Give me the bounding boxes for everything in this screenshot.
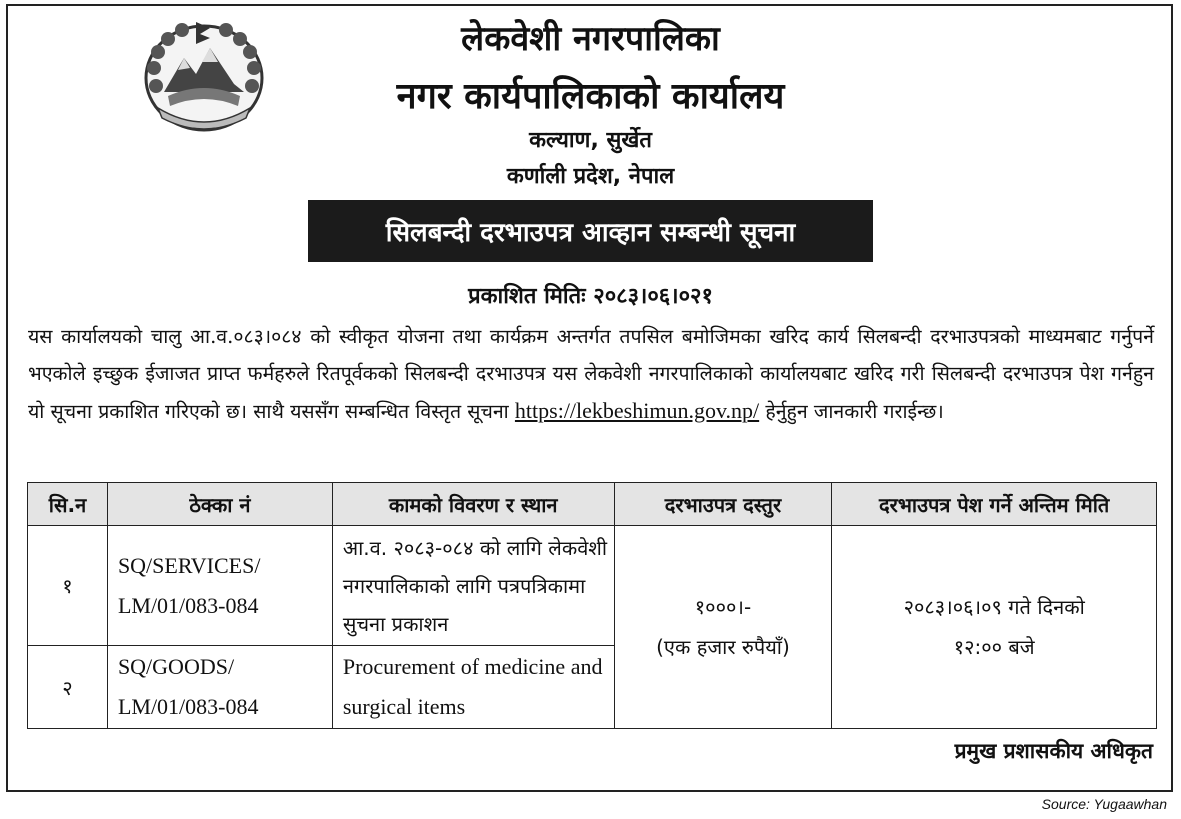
website-link[interactable]: https://lekbeshimun.gov.np/	[514, 398, 760, 423]
deadline-time: १२:०० बजे	[953, 635, 1035, 659]
row-contract-no: SQ/GOODS/ LM/01/083-084	[107, 646, 332, 729]
row-serial: १	[28, 526, 108, 646]
header-serial: सि.न	[28, 483, 108, 526]
fee-amount: १०००।-	[694, 595, 752, 619]
table-row	[28, 526, 1157, 646]
row-description: Procurement of medicine and surgical items	[332, 646, 614, 729]
notice-body-suffix: हेर्नुहुन जानकारी गराईन्छ।	[765, 400, 944, 423]
province-country: कर्णाली प्रदेश, नेपाल	[506, 164, 675, 189]
header-fee: दरभाउपत्र दस्तुर	[614, 483, 832, 526]
header-description: कामको विवरण र स्थान	[332, 483, 614, 526]
deadline-cell	[832, 526, 1157, 729]
office-name: नगर कार्यपालिकाको कार्यालय	[396, 76, 785, 117]
notice-title-banner	[308, 200, 873, 262]
fee-in-words: (एक हजार रुपैयाँ)	[656, 635, 790, 659]
tender-table	[27, 482, 1157, 729]
fee-cell	[614, 526, 832, 729]
source-credit: Source: Yugaawhan	[1041, 796, 1167, 812]
header-contract-no: ठेक्का नं	[107, 483, 332, 526]
row-description: आ.व. २०८३-०८४ को लागि लेकवेशी नगरपालिकाको लागि पत्रपत्रिकामा सुचना प्रकाशन	[332, 526, 614, 646]
notice-body-text: यस कार्यालयको चालु आ.व.०८३।०८४ को स्वीकृत योजना तथा कार्यक्रम अन्तर्गत तपसिल बमोजिमका खरिद कार्य सिलबन्दी दरभाउपत्रको माध्यमबाट गर्नुपर्ने भएकोले इच्छुक ईजाजत प्राप्त फर्महरुले रितपूर्वकको सिलबन्दी दरभाउपत्र यस लेकवेशी नगरपालिकाको कार्यालयबाट खरिद गरी सिलबन्दी दरभाउपत्र पेश गर्नहुन यो सूचना प्रकाशित गरिएको छ। साथै यससँग सम्बन्धित विस्तृत सूचना	[28, 325, 1154, 423]
signatory-title: प्रमुख प्रशासकीय अधिकृत	[954, 739, 1153, 763]
notice-body	[28, 318, 1154, 430]
published-date: प्रकाशित मितिः २०८३।०६।०२१	[468, 284, 713, 309]
municipality-name: लेकवेशी नगरपालिका	[461, 19, 720, 59]
deadline-date: २०८३।०६।०९ गते दिनको	[903, 595, 1085, 619]
row-serial: २	[28, 646, 108, 729]
notice-title: सिलबन्दी दरभाउपत्र आव्हान सम्बन्धी सूचना	[385, 218, 796, 248]
header-deadline: दरभाउपत्र पेश गर्ने अन्तिम मिति	[832, 483, 1157, 526]
office-location: कल्याण, सुर्खेत	[529, 128, 652, 153]
table-header-row	[28, 483, 1157, 526]
row-contract-no: SQ/SERVICES/ LM/01/083-084	[107, 526, 332, 646]
